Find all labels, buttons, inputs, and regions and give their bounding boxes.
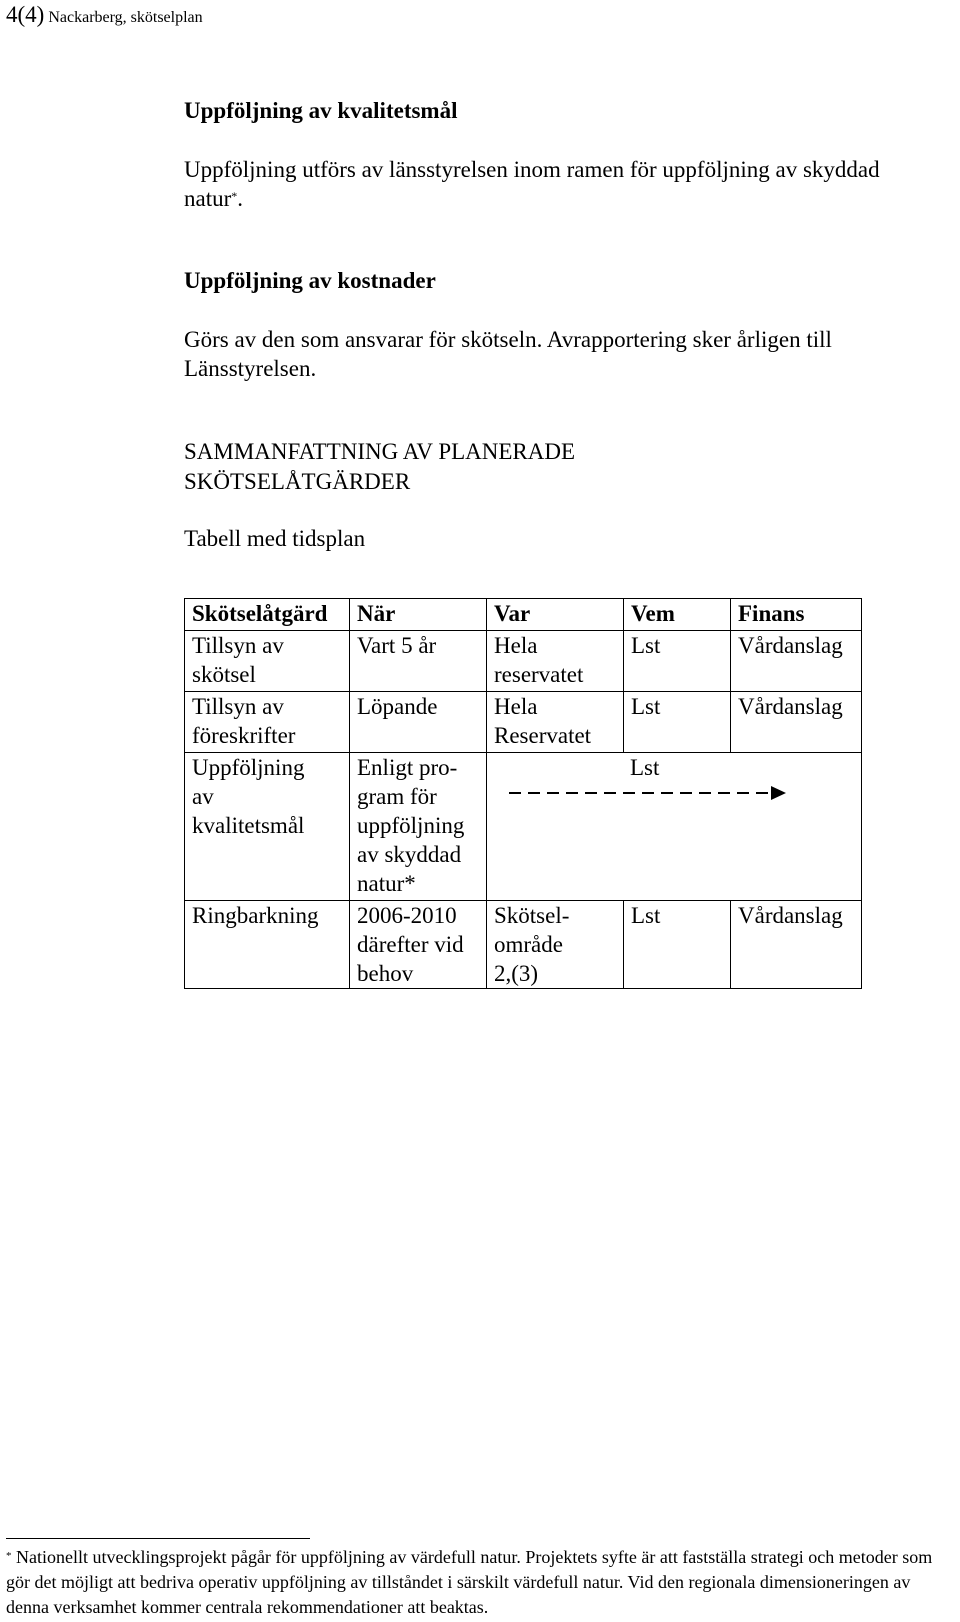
- paragraph-kvalitetsmal: [184, 155, 924, 213]
- table-caption: Tabell med tidsplan: [184, 526, 366, 551]
- schedule-table: [184, 598, 862, 989]
- table-cell: Lst: [624, 631, 731, 692]
- table-cell: Enligt pro- gram för uppföljning av skyddad natur*: [350, 753, 487, 901]
- footnote: [6, 1545, 956, 1620]
- page-number: 4(4): [6, 2, 45, 27]
- table-cell: Tillsyn av skötsel: [185, 631, 350, 692]
- table-cell: Tillsyn av föreskrifter: [185, 692, 350, 753]
- footnote-separator: [6, 1538, 310, 1539]
- page-header: [6, 2, 203, 28]
- footnote-text: Nationellt utvecklingsprojekt pågår för uppföljning av värdefull natur. Projektets syfte är att fastställa strategi och metoder som gör det möjligt att bedriva operativ uppföljning av tillståndet i särskilt värdefull natur. Vid den regionala dimensioneringen av denna verksamhet kommer centrala rekommendationer att beaktas.: [6, 1547, 933, 1617]
- footnote-marker: *: [6, 1550, 12, 1562]
- col-header-var: Var: [487, 599, 624, 631]
- col-header-atgard: Skötselåtgärd: [185, 599, 350, 631]
- col-header-finans: Finans: [731, 599, 862, 631]
- table-header-row: [185, 599, 862, 631]
- table-cell: Hela Reservatet: [487, 692, 624, 753]
- table-row: [185, 901, 862, 989]
- dashed-arrow-icon: [509, 783, 789, 803]
- table-cell: Vårdanslag: [731, 901, 862, 989]
- table-cell: Skötsel- område 2,(3): [487, 901, 624, 989]
- table-row: [185, 692, 862, 753]
- table-cell: Hela reservatet: [487, 631, 624, 692]
- table-row: [185, 631, 862, 692]
- ongoing-span-cell: [487, 753, 862, 901]
- table-row: [185, 753, 862, 901]
- table-cell: Lst: [624, 692, 731, 753]
- table-cell: Vart 5 år: [350, 631, 487, 692]
- table-cell: 2006-2010 därefter vid behov: [350, 901, 487, 989]
- col-header-vem: Vem: [624, 599, 731, 631]
- table-cell: Vårdanslag: [731, 631, 862, 692]
- table-cell: Löpande: [350, 692, 487, 753]
- table-cell: Ringbarkning: [185, 901, 350, 989]
- footnote-reference: *: [231, 189, 238, 203]
- paragraph-kostnader: Görs av den som ansvarar för skötseln. Avrapportering sker årligen till Länsstyrelsen.: [184, 327, 832, 381]
- table-cell: Lst: [630, 755, 660, 780]
- paragraph-kvalitetsmal-text: Uppföljning utförs av länsstyrelsen inom ramen för uppföljning av skyddad natur: [184, 157, 880, 211]
- col-header-nar: När: [350, 599, 487, 631]
- heading-kvalitetsmal: Uppföljning av kvalitetsmål: [184, 98, 458, 123]
- table-cell: Uppföljning av kvalitetsmål: [185, 753, 350, 901]
- summary-heading: SAMMANFATTNING AV PLANERADE SKÖTSELÅTGÄRDER: [184, 439, 576, 494]
- table-cell: Lst: [624, 901, 731, 989]
- document-title: Nackarberg, skötselplan: [48, 9, 203, 26]
- heading-kostnader: Uppföljning av kostnader: [184, 268, 436, 293]
- paragraph-kvalitetsmal-end: .: [237, 186, 244, 211]
- table-cell: Vårdanslag: [731, 692, 862, 753]
